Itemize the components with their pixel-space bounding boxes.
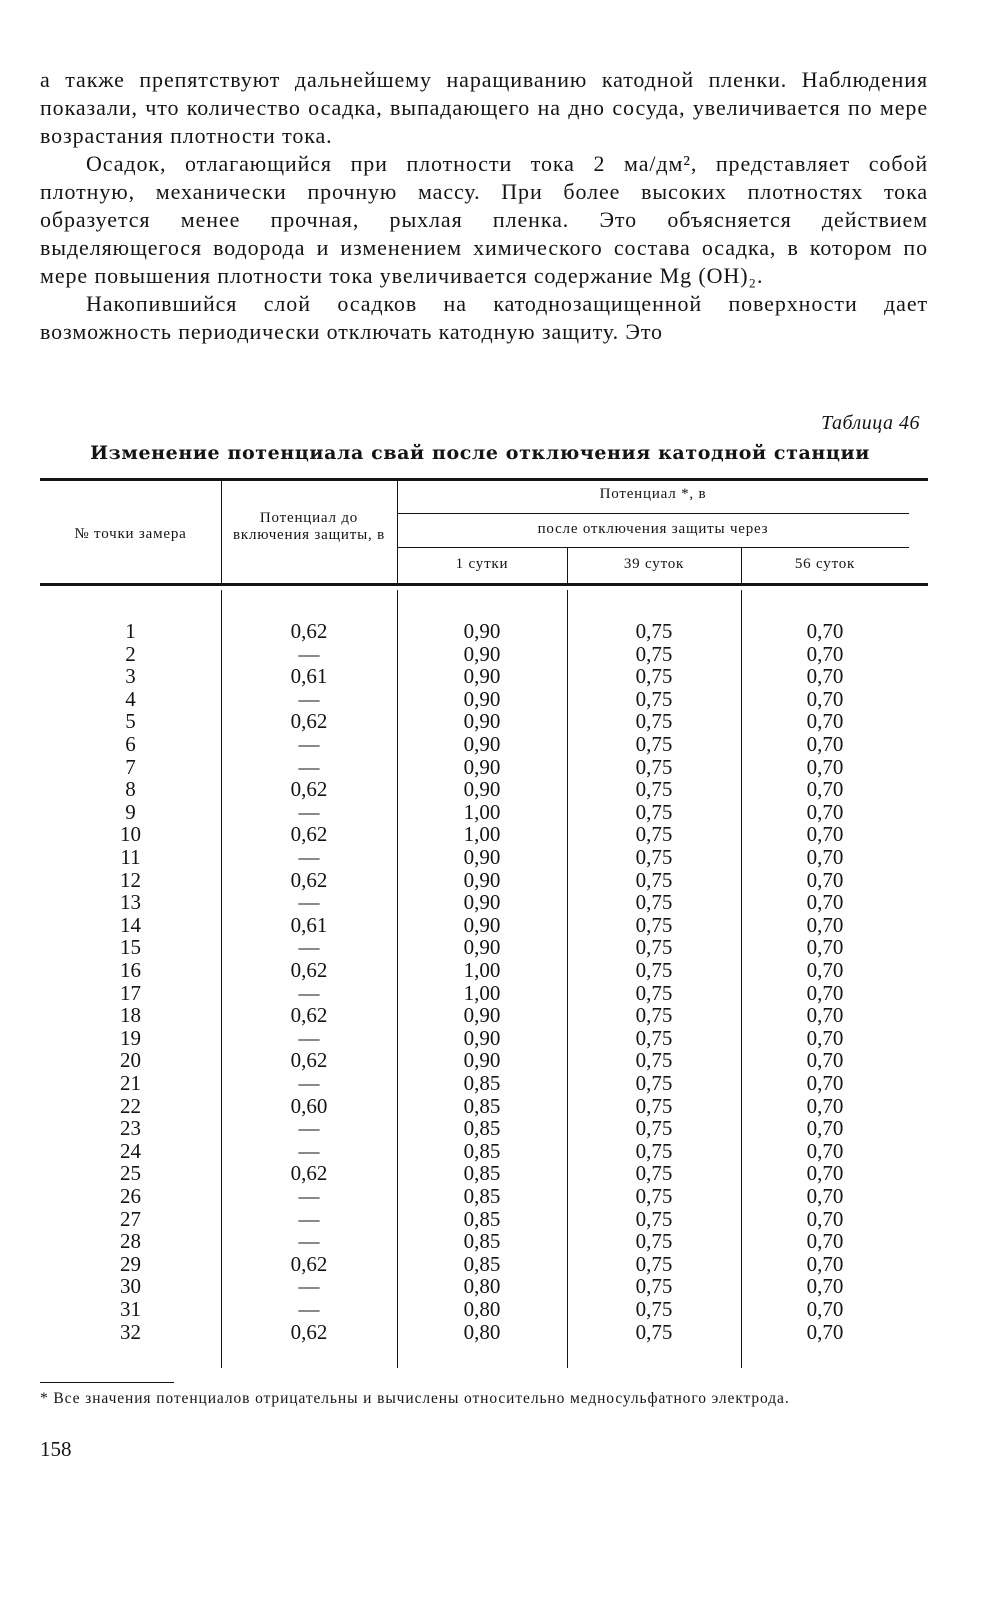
header-56-days: 56 суток: [794, 556, 856, 572]
table-title: Изменение потенциала свай после отключения катодной станции: [90, 442, 870, 464]
table-cell: 0,70: [806, 1319, 844, 1344]
table-cell: 0,62: [290, 867, 328, 892]
table-cell: 0,75: [635, 867, 673, 892]
row-number-cell: 31: [120, 1297, 141, 1321]
row-number-cell: 4: [125, 686, 136, 711]
row-number-cell: 24: [120, 1138, 141, 1163]
row-number-cell: 11: [120, 845, 141, 869]
table-cell: —: [298, 935, 320, 960]
table-cell: 0,75: [635, 1071, 673, 1095]
table-cell: —: [298, 1206, 320, 1231]
table-cell: 0,62: [290, 777, 328, 802]
row-number-cell: 12: [120, 867, 141, 892]
table-cell: 0,75: [635, 1116, 673, 1141]
table-cell: 0,62: [290, 619, 328, 643]
row-number-cell: 2: [125, 641, 136, 666]
paragraph-2: Осадок, отлагающийся при плотности тока 2 ма/дм², представляет собой плотную, механически прочную массу. При более высоких плотностях тока образуется менее прочная, рыхлая пленка. Это объясняется действием выделяющегося водорода и изменением химического состава осадка, в котором по мере повышения плотности тока увеличивается содержание Mg (OH)₂.: [40, 151, 928, 288]
table-cell: 0,80: [463, 1319, 501, 1344]
table-cell: —: [298, 980, 320, 1005]
table-cell: 0,70: [806, 1251, 844, 1276]
row-number-cell: 7: [125, 754, 136, 779]
table-cell: 0,75: [635, 641, 673, 666]
table-cell: 0,70: [806, 1093, 844, 1118]
table-cell: 0,85: [463, 1229, 501, 1254]
header-point: № точки замера: [74, 526, 187, 542]
table-cell: 0,85: [463, 1251, 501, 1276]
header-bottom-rule: [40, 583, 928, 586]
page-number: 158: [40, 1437, 72, 1461]
table-cell: —: [298, 1116, 320, 1141]
table-cell: 0,62: [290, 958, 328, 982]
row-number-cell: 30: [120, 1274, 141, 1299]
table-cell: 0,90: [463, 867, 501, 892]
table-cell: 0,75: [635, 1206, 673, 1231]
table-cell: 0,75: [635, 799, 673, 824]
table-cell: 0,62: [290, 1003, 328, 1028]
table-cell: —: [298, 1229, 320, 1254]
table-cell: 0,60: [290, 1093, 328, 1118]
table-cell: 1,00: [463, 958, 501, 982]
table-cell: 0,70: [806, 1138, 844, 1163]
table-cell: 0,70: [806, 1003, 844, 1028]
row-number-cell: 21: [120, 1071, 141, 1095]
table-cell: 0,90: [463, 619, 501, 643]
table-cell: 1,00: [463, 822, 501, 847]
table-cell: —: [298, 754, 320, 779]
row-number-cell: 27: [120, 1206, 141, 1231]
table-cell: 0,75: [635, 1025, 673, 1050]
table-cell: 0,85: [463, 1206, 501, 1231]
table-cell: 0,80: [463, 1297, 501, 1321]
table-cell: —: [298, 1071, 320, 1095]
table-cell: 0,90: [463, 686, 501, 711]
table-cell: 0,90: [463, 935, 501, 960]
table-cell: 0,75: [635, 709, 673, 734]
table-cell: 0,90: [463, 709, 501, 734]
row-number-cell: 18: [120, 1003, 141, 1028]
table-cell: 0,70: [806, 732, 844, 756]
table-cell: 0,70: [806, 799, 844, 824]
table-cell: 0,61: [290, 664, 328, 689]
table-cell: 0,75: [635, 619, 673, 643]
table-cell: —: [298, 732, 320, 756]
table-cell: 0,90: [463, 777, 501, 802]
header-1-day: 1 сутки: [455, 556, 509, 572]
table-cell: 0,85: [463, 1184, 501, 1208]
table-cell: 0,75: [635, 1274, 673, 1299]
table-label: Таблица 46: [821, 412, 920, 434]
table-cell: 0,90: [463, 845, 501, 869]
header-39-days: 39 суток: [623, 556, 685, 572]
table-cell: 0,75: [635, 777, 673, 802]
table-cell: 0,75: [635, 822, 673, 847]
table-cell: 0,85: [463, 1071, 501, 1095]
table-cell: —: [298, 845, 320, 869]
row-number-cell: 5: [125, 709, 136, 734]
table-cell: 0,75: [635, 732, 673, 756]
header-rule-1: [397, 513, 909, 514]
row-number-cell: 10: [120, 822, 141, 847]
row-number-cell: 17: [120, 980, 141, 1005]
table-cell: 0,70: [806, 686, 844, 711]
table-cell: 0,85: [463, 1116, 501, 1141]
paragraph-1: а также препятствуют дальнейшему наращиванию катодной пленки. Наблюдения показали, что количество осадка, выпадающего на дно сосуда, увеличивается по мере возрастания плотности тока.: [40, 67, 928, 148]
table-cell: 0,62: [290, 1251, 328, 1276]
table-cell: 0,70: [806, 754, 844, 779]
table-cell: 0,62: [290, 1048, 328, 1073]
row-number-cell: 14: [120, 912, 141, 937]
row-number-cell: 26: [120, 1184, 141, 1208]
table-cell: 0,75: [635, 1297, 673, 1321]
header-divider-1: [221, 481, 222, 583]
table-cell: 0,75: [635, 890, 673, 915]
table-cell: 0,90: [463, 1048, 501, 1073]
row-number-cell: 15: [120, 935, 141, 960]
table-cell: 0,90: [463, 890, 501, 915]
table-cell: 0,75: [635, 1003, 673, 1028]
row-number-cell: 13: [120, 890, 141, 915]
table-cell: 0,90: [463, 754, 501, 779]
footnote: * Все значения потенциалов отрицательны и вычислены относительно медносульфатного электрода.: [40, 1390, 790, 1407]
table-cell: 1,00: [463, 799, 501, 824]
table-cell: 0,70: [806, 1274, 844, 1299]
table-cell: 0,75: [635, 958, 673, 982]
table-cell: 0,70: [806, 867, 844, 892]
footnote-rule: [40, 1382, 174, 1383]
row-number-cell: 9: [125, 799, 136, 824]
header-potential: Потенциал *, в: [599, 486, 707, 502]
row-number-cell: 20: [120, 1048, 141, 1073]
table-cell: 0,75: [635, 686, 673, 711]
table-cell: 0,75: [635, 1048, 673, 1073]
table-cell: 0,90: [463, 664, 501, 689]
table-cell: 0,62: [290, 709, 328, 734]
table-cell: 0,70: [806, 619, 844, 643]
table-cell: 0,75: [635, 1093, 673, 1118]
table-cell: 0,75: [635, 980, 673, 1005]
table-cell: 0,62: [290, 822, 328, 847]
row-number-cell: 16: [120, 958, 141, 982]
table-cell: 0,70: [806, 958, 844, 982]
table-cell: 0,62: [290, 1161, 328, 1186]
row-number-cell: 6: [125, 732, 136, 756]
row-number-cell: 29: [120, 1251, 141, 1276]
table-cell: 0,75: [635, 1319, 673, 1344]
table-cell: 0,70: [806, 890, 844, 915]
table-cell: 0,70: [806, 935, 844, 960]
table-cell: —: [298, 1025, 320, 1050]
row-number-cell: 23: [120, 1116, 141, 1141]
table-cell: 0,90: [463, 1003, 501, 1028]
table-cell: 0,80: [463, 1274, 501, 1299]
table-top-rule: [40, 478, 928, 481]
table-cell: 0,75: [635, 1184, 673, 1208]
table-cell: 0,75: [635, 1161, 673, 1186]
table-cell: 0,75: [635, 1229, 673, 1254]
table-cell: —: [298, 1138, 320, 1163]
table-cell: 0,70: [806, 641, 844, 666]
table-cell: 0,75: [635, 912, 673, 937]
header-after: после отключения защиты через: [537, 521, 769, 537]
table-cell: 0,70: [806, 1206, 844, 1231]
table-cell: 0,70: [806, 1048, 844, 1073]
table-cell: 0,70: [806, 1025, 844, 1050]
table-cell: 0,70: [806, 1297, 844, 1321]
table-cell: 0,90: [463, 912, 501, 937]
header-before: Потенциал до включения защиты, в: [233, 510, 385, 543]
table-cell: 0,75: [635, 754, 673, 779]
table-cell: 0,70: [806, 1229, 844, 1254]
table-cell: 0,90: [463, 641, 501, 666]
table-cell: 0,70: [806, 822, 844, 847]
table-cell: —: [298, 1184, 320, 1208]
body-text: [40, 66, 928, 346]
table-cell: 0,70: [806, 912, 844, 937]
table-cell: 0,70: [806, 1184, 844, 1208]
paragraph-3: Накопившийся слой осадков на катоднозащищенной поверхности дает возможность периодически отключать катодную защиту. Это: [40, 291, 928, 344]
table-cell: 0,70: [806, 980, 844, 1005]
table-cell: —: [298, 799, 320, 824]
row-number-cell: 25: [120, 1161, 141, 1186]
table-cell: 0,70: [806, 1116, 844, 1141]
row-number-cell: 22: [120, 1093, 141, 1118]
table-cell: 0,75: [635, 845, 673, 869]
table-cell: 1,00: [463, 980, 501, 1005]
row-number-cell: 1: [125, 619, 136, 643]
row-number-cell: 8: [125, 777, 136, 802]
table-cell: 0,85: [463, 1093, 501, 1118]
table-cell: 0,61: [290, 912, 328, 937]
table-cell: 0,70: [806, 709, 844, 734]
table-cell: 0,75: [635, 1251, 673, 1276]
table-cell: 0,70: [806, 664, 844, 689]
table-cell: 0,90: [463, 732, 501, 756]
row-number-cell: 32: [120, 1319, 141, 1344]
table-cell: 0,90: [463, 1025, 501, 1050]
table-cell: 0,85: [463, 1138, 501, 1163]
table-cell: 0,70: [806, 1161, 844, 1186]
table-cell: —: [298, 890, 320, 915]
table-cell: —: [298, 686, 320, 711]
table-cell: 0,85: [463, 1161, 501, 1186]
table-cell: 0,70: [806, 1071, 844, 1095]
row-number-cell: 3: [125, 664, 136, 689]
row-number-cell: 28: [120, 1229, 141, 1254]
header-rule-2: [397, 547, 909, 548]
table-cell: 0,62: [290, 1319, 328, 1344]
table-cell: 0,70: [806, 845, 844, 869]
row-number-cell: 19: [120, 1025, 141, 1050]
table-cell: 0,75: [635, 935, 673, 960]
table-cell: —: [298, 641, 320, 666]
table-cell: 0,75: [635, 1138, 673, 1163]
table-cell: —: [298, 1274, 320, 1299]
table-cell: —: [298, 1297, 320, 1321]
table-cell: 0,75: [635, 664, 673, 689]
table-cell: 0,70: [806, 777, 844, 802]
